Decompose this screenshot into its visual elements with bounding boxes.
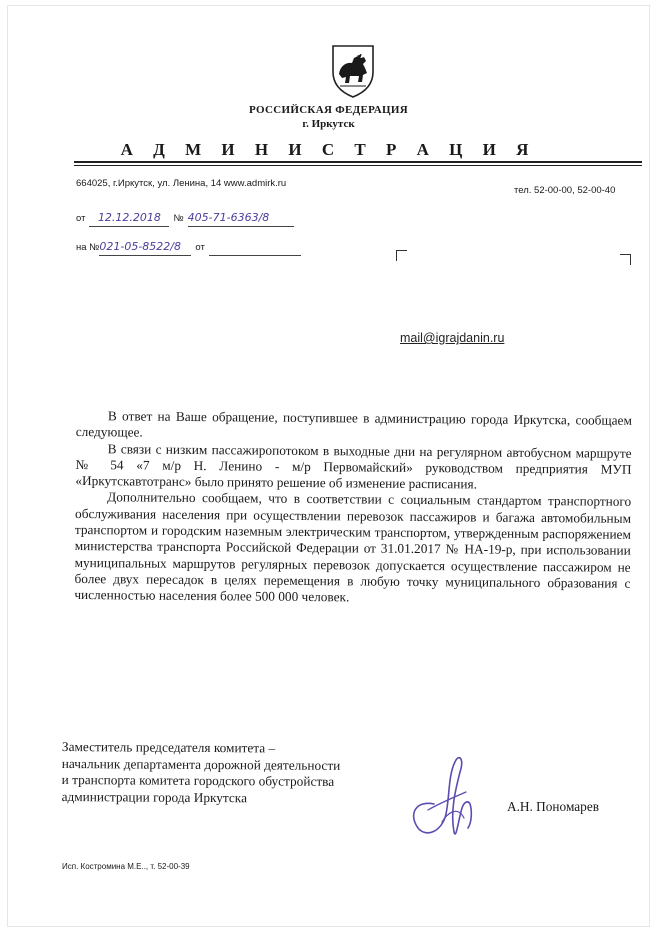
number-label: №: [173, 213, 184, 224]
signatory-position: [62, 739, 341, 807]
executor-note: Исп. Костромина М.Е.., т. 52-00-39: [62, 862, 190, 871]
date-field: [89, 208, 169, 227]
letter-body: [74, 408, 632, 608]
reply-number: 021-05-8522/8: [99, 240, 182, 253]
city-heading: г. Иркутск: [302, 118, 355, 130]
country-heading: РОССИЙСКАЯ ФЕДЕРАЦИЯ: [249, 104, 408, 116]
handwritten-signature: [398, 752, 490, 842]
addressee-corner-right: [620, 254, 631, 265]
body-paragraph-1: В ответ на Ваше обращение, поступившее в администрацию города Иркутска, сообщаем следующее.: [75, 408, 632, 440]
recipient-email: mail@igrajdanin.ru: [400, 331, 505, 345]
header-rule-thin: [74, 165, 642, 166]
addressee-corner-left: [396, 250, 407, 261]
reply-number-field: [99, 237, 191, 256]
position-line-2: начальник департамента дорожной деятельности: [61, 755, 341, 773]
body-paragraph-2: В связи с низким пассажиропотоком в выходные дни на регулярном автобусном маршруте № 54 «7 м/р Н. Ленино - м/р Первомайский» руководством предприятия МУП «Иркутскавтотранс» было принято решение об изменение расписания.: [75, 440, 632, 492]
header-rule-thick: [74, 161, 642, 163]
position-line-3: и транспорта комитета городского обустройства: [61, 771, 335, 789]
reply-line: [76, 237, 301, 256]
registration-date: 12.12.2018: [97, 211, 161, 224]
organization-title: А Д М И Н И С Т Р А Ц И Я: [120, 140, 537, 159]
reply-label: на №: [76, 242, 100, 253]
from-label: от: [76, 213, 86, 224]
body-paragraph-3: Дополнительно сообщаем, что в соответствии с социальным стандартом транспортного обслуживания населения при осуществлении перевозок пассажиров и багажа автомобильным транспортом и городским наземным электрическим транспортом, утвержденным распоряжением министерства транспорта Российской Федерации от 31.01.2017 № НА-19-р, при использовании муниципальных маршрутов регулярных перевозок допускается осуществление пассажиром не более двух пересадок в целях перемещения в любую точку муниципального образования с численностью населения более 500 000 человек.: [74, 489, 632, 605]
irkutsk-coat-of-arms-icon: [330, 42, 376, 98]
address-line: 664025, г.Иркутск, ул. Ленина, 14 www.admirk.ru: [76, 178, 287, 189]
registration-line: [76, 208, 294, 227]
number-field: [188, 208, 294, 227]
phone-line: тел. 52-00-00, 52-00-40: [514, 185, 616, 196]
signatory-name: А.Н. Пономарев: [507, 799, 599, 814]
position-line-4: администрации города Иркутска: [61, 788, 248, 805]
position-line-1: Заместитель председателя комитета –: [61, 739, 276, 756]
reply-date-field: [209, 237, 301, 256]
reply-from-label: от: [195, 242, 205, 253]
registration-number: 405-71-6363/8: [187, 211, 270, 224]
